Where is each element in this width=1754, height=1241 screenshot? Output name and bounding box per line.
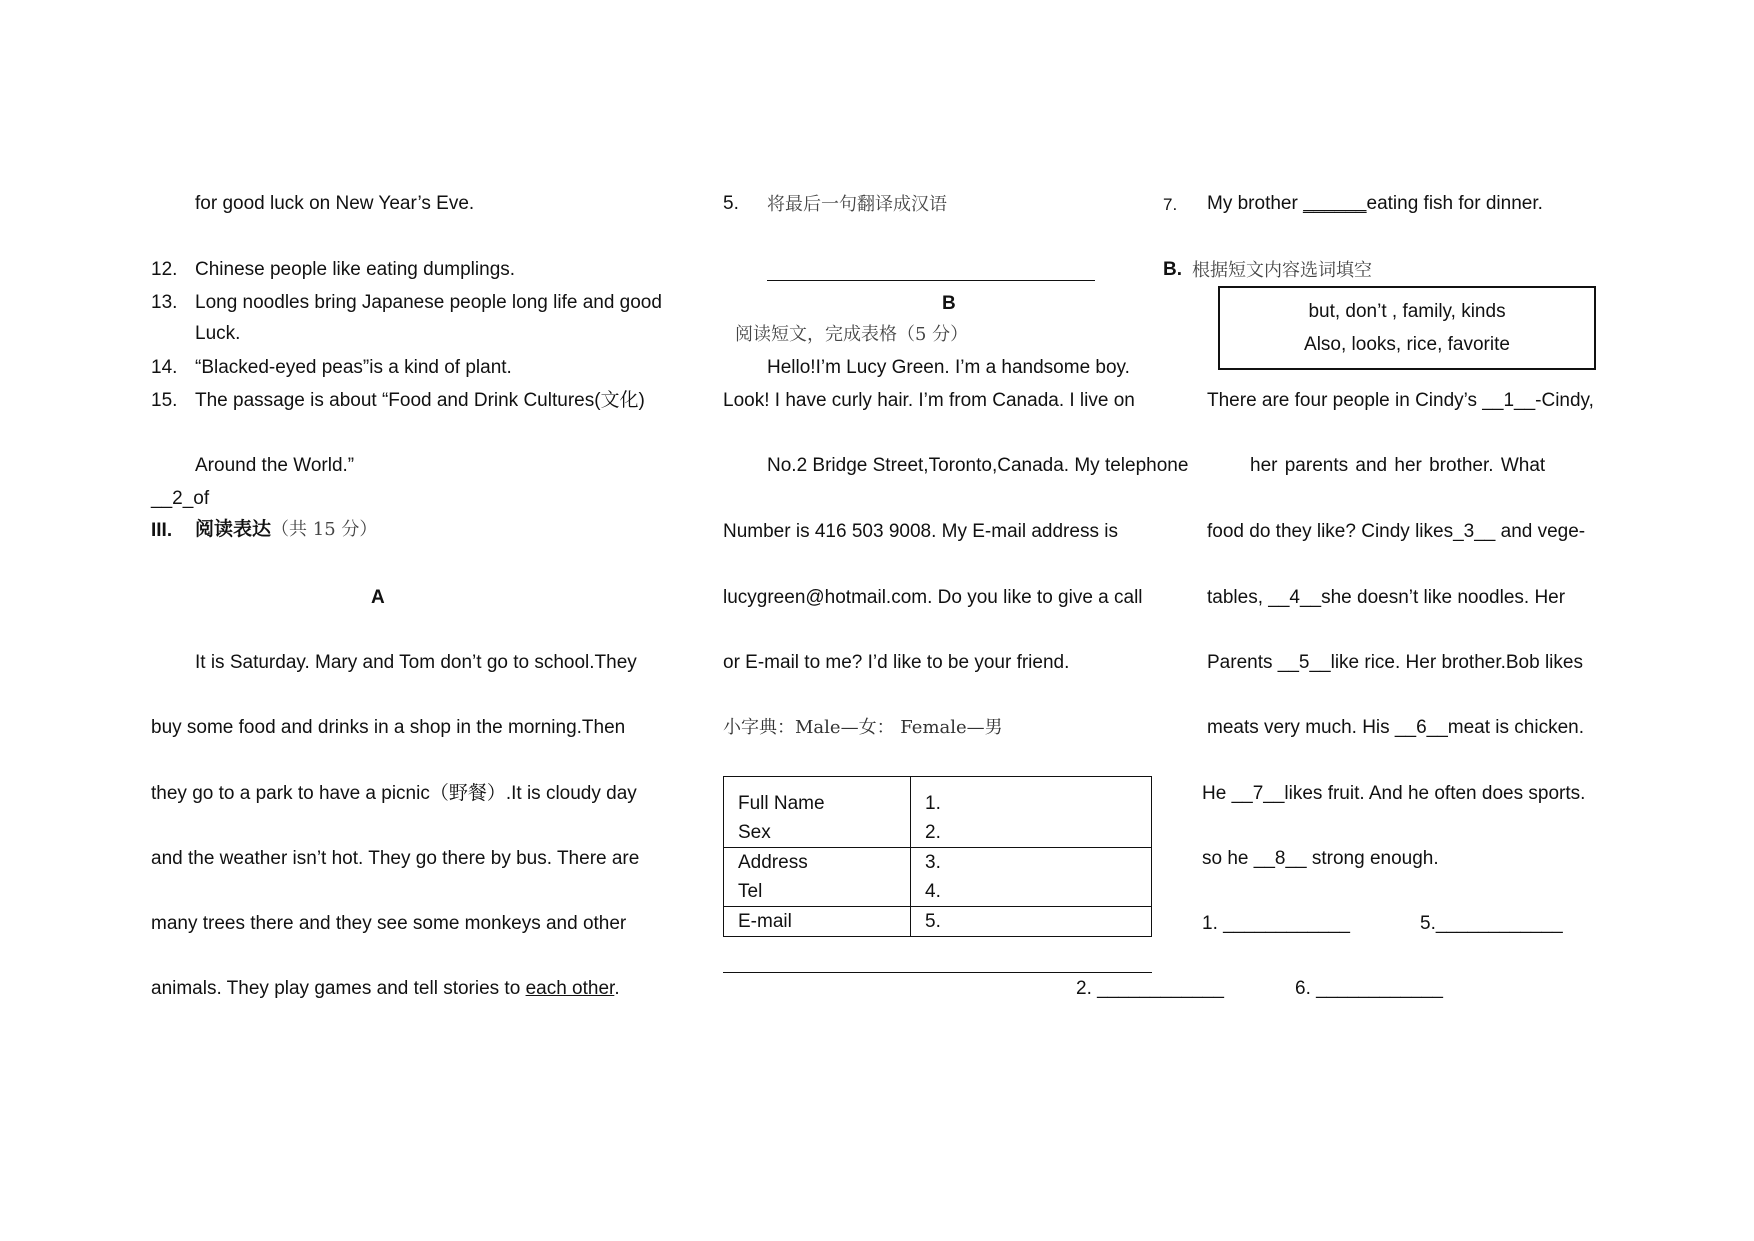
table-row xyxy=(724,777,1152,848)
item-text: The passage is about “Food and Drink Cultures(文化) xyxy=(195,390,645,411)
table-num: 3. xyxy=(925,852,941,873)
question-text: My brother xyxy=(1207,193,1304,214)
table-value-cell[interactable] xyxy=(911,907,1152,937)
passage-b-line: Look! I have curly hair. I’m from Canada. I live on xyxy=(723,390,1135,411)
section-points: （共 15 分） xyxy=(271,519,378,540)
underlined-phrase: each other xyxy=(525,978,615,999)
item-text-continued: Luck. xyxy=(195,323,241,344)
passage-a-line: and the weather isn’t hot. They go there by bus. There are xyxy=(151,848,640,869)
passage-c-line: tables, __4__she doesn’t like noodles. Her xyxy=(1207,587,1566,608)
word-bank-line: Also, looks, rice, favorite xyxy=(1304,334,1510,355)
item-text-continued: Around the World.” xyxy=(195,455,355,476)
passage-a-line: they go to a park to have a picnic（野餐）.It is cloudy day xyxy=(151,783,637,804)
item-number: 13. xyxy=(151,292,178,313)
passage-a-period: . xyxy=(614,978,620,999)
table-num: 1. xyxy=(925,793,941,814)
part-b-instruction: 阅读短文，完成表格（5 分） xyxy=(735,324,969,345)
part-b-heading: B xyxy=(942,293,956,314)
passage-a-line: buy some food and drinks in a shop in the morning.Then xyxy=(151,717,626,738)
passage-c-line: Parents __5__like rice. Her brother.Bob likes xyxy=(1207,652,1583,673)
question-text: 将最后一句翻译成汉语 xyxy=(767,194,947,215)
table-label-cell xyxy=(724,777,911,848)
question-7 xyxy=(1207,193,1543,216)
word-bank-box xyxy=(1218,286,1596,370)
section-number: III. xyxy=(151,520,173,541)
item-number: 14. xyxy=(151,357,178,378)
info-table xyxy=(723,776,1152,937)
part-b-letter: B. xyxy=(1163,259,1182,280)
question-number: 7. xyxy=(1163,195,1178,214)
item-number: 15. xyxy=(151,390,178,411)
passage-c-line: so he __8__ strong enough. xyxy=(1202,848,1439,869)
passage-b-line: lucygreen@hotmail.com. Do you like to give a call xyxy=(723,587,1143,608)
passage-a-last-line xyxy=(151,978,620,1001)
table-num: 5. xyxy=(925,911,941,932)
table-num: 4. xyxy=(925,881,941,902)
part-a-heading: A xyxy=(371,587,385,608)
table-num: 2. xyxy=(925,822,941,843)
continued-line: for good luck on New Year’s Eve. xyxy=(195,193,475,214)
table-label-cell xyxy=(724,907,911,937)
passage-b-line: or E-mail to me? I’d like to be your friend. xyxy=(723,652,1070,673)
answer-blank-5[interactable]: 5.____________ xyxy=(1420,913,1563,934)
passage-b-line: Hello!I’m Lucy Green. I’m a handsome boy. xyxy=(767,357,1130,378)
passage-a-line: It is Saturday. Mary and Tom don’t go to school.They xyxy=(195,652,637,673)
item-text: “Blacked-eyed peas”is a kind of plant. xyxy=(195,357,512,378)
answer-line xyxy=(767,280,1095,281)
section-title: 阅读表达 xyxy=(195,518,272,540)
table-value-cell[interactable] xyxy=(911,848,1152,907)
table-row xyxy=(724,907,1152,937)
mini-dictionary: 小字典：Male—女： Female—男 xyxy=(723,717,1003,738)
answer-blank-2[interactable]: 2. ____________ xyxy=(1076,978,1224,999)
answer-blank-1[interactable]: 1. ____________ xyxy=(1202,913,1350,934)
table-label-cell xyxy=(724,848,911,907)
table-label: E-mail xyxy=(738,911,792,932)
passage-c-line: He __7__likes fruit. And he often does sports. xyxy=(1202,783,1586,804)
item-number: 12. xyxy=(151,259,178,280)
passage-b-line: Number is 416 503 9008. My E-mail address is xyxy=(723,521,1118,542)
table-value-cell[interactable] xyxy=(911,777,1152,848)
table-row xyxy=(724,848,1152,907)
question-text: eating fish for dinner. xyxy=(1366,193,1543,214)
answer-blank-6[interactable]: 6. ____________ xyxy=(1295,978,1443,999)
stray-text: __2_of xyxy=(151,488,210,509)
passage-c-line: There are four people in Cindy’s __1__-Cindy, xyxy=(1207,390,1594,411)
passage-c-line: her parents and her brother. What xyxy=(1250,455,1546,476)
table-label: Tel xyxy=(738,881,763,902)
answer-line xyxy=(723,972,1152,973)
table-label: Full Name xyxy=(738,793,825,814)
table-label: Address xyxy=(738,852,808,873)
item-text: Chinese people like eating dumplings. xyxy=(195,259,516,280)
fill-blank[interactable]: ______ xyxy=(1303,193,1367,214)
word-bank-line: but, don’t , family, kinds xyxy=(1308,301,1506,322)
question-number: 5. xyxy=(723,193,739,214)
item-text: Long noodles bring Japanese people long life and good xyxy=(195,292,662,313)
section-heading xyxy=(195,518,377,542)
passage-a-text: animals. They play games and tell stories to xyxy=(151,978,526,999)
passage-c-line: food do they like? Cindy likes_3__ and vege- xyxy=(1207,521,1586,542)
passage-c-line: meats very much. His __6__meat is chicken. xyxy=(1207,717,1584,738)
passage-a-line: many trees there and they see some monkeys and other xyxy=(151,913,627,934)
passage-b-line: No.2 Bridge Street,Toronto,Canada. My telephone xyxy=(767,455,1189,476)
table-label: Sex xyxy=(738,822,771,843)
part-b-title: 根据短文内容选词填空 xyxy=(1192,260,1372,281)
